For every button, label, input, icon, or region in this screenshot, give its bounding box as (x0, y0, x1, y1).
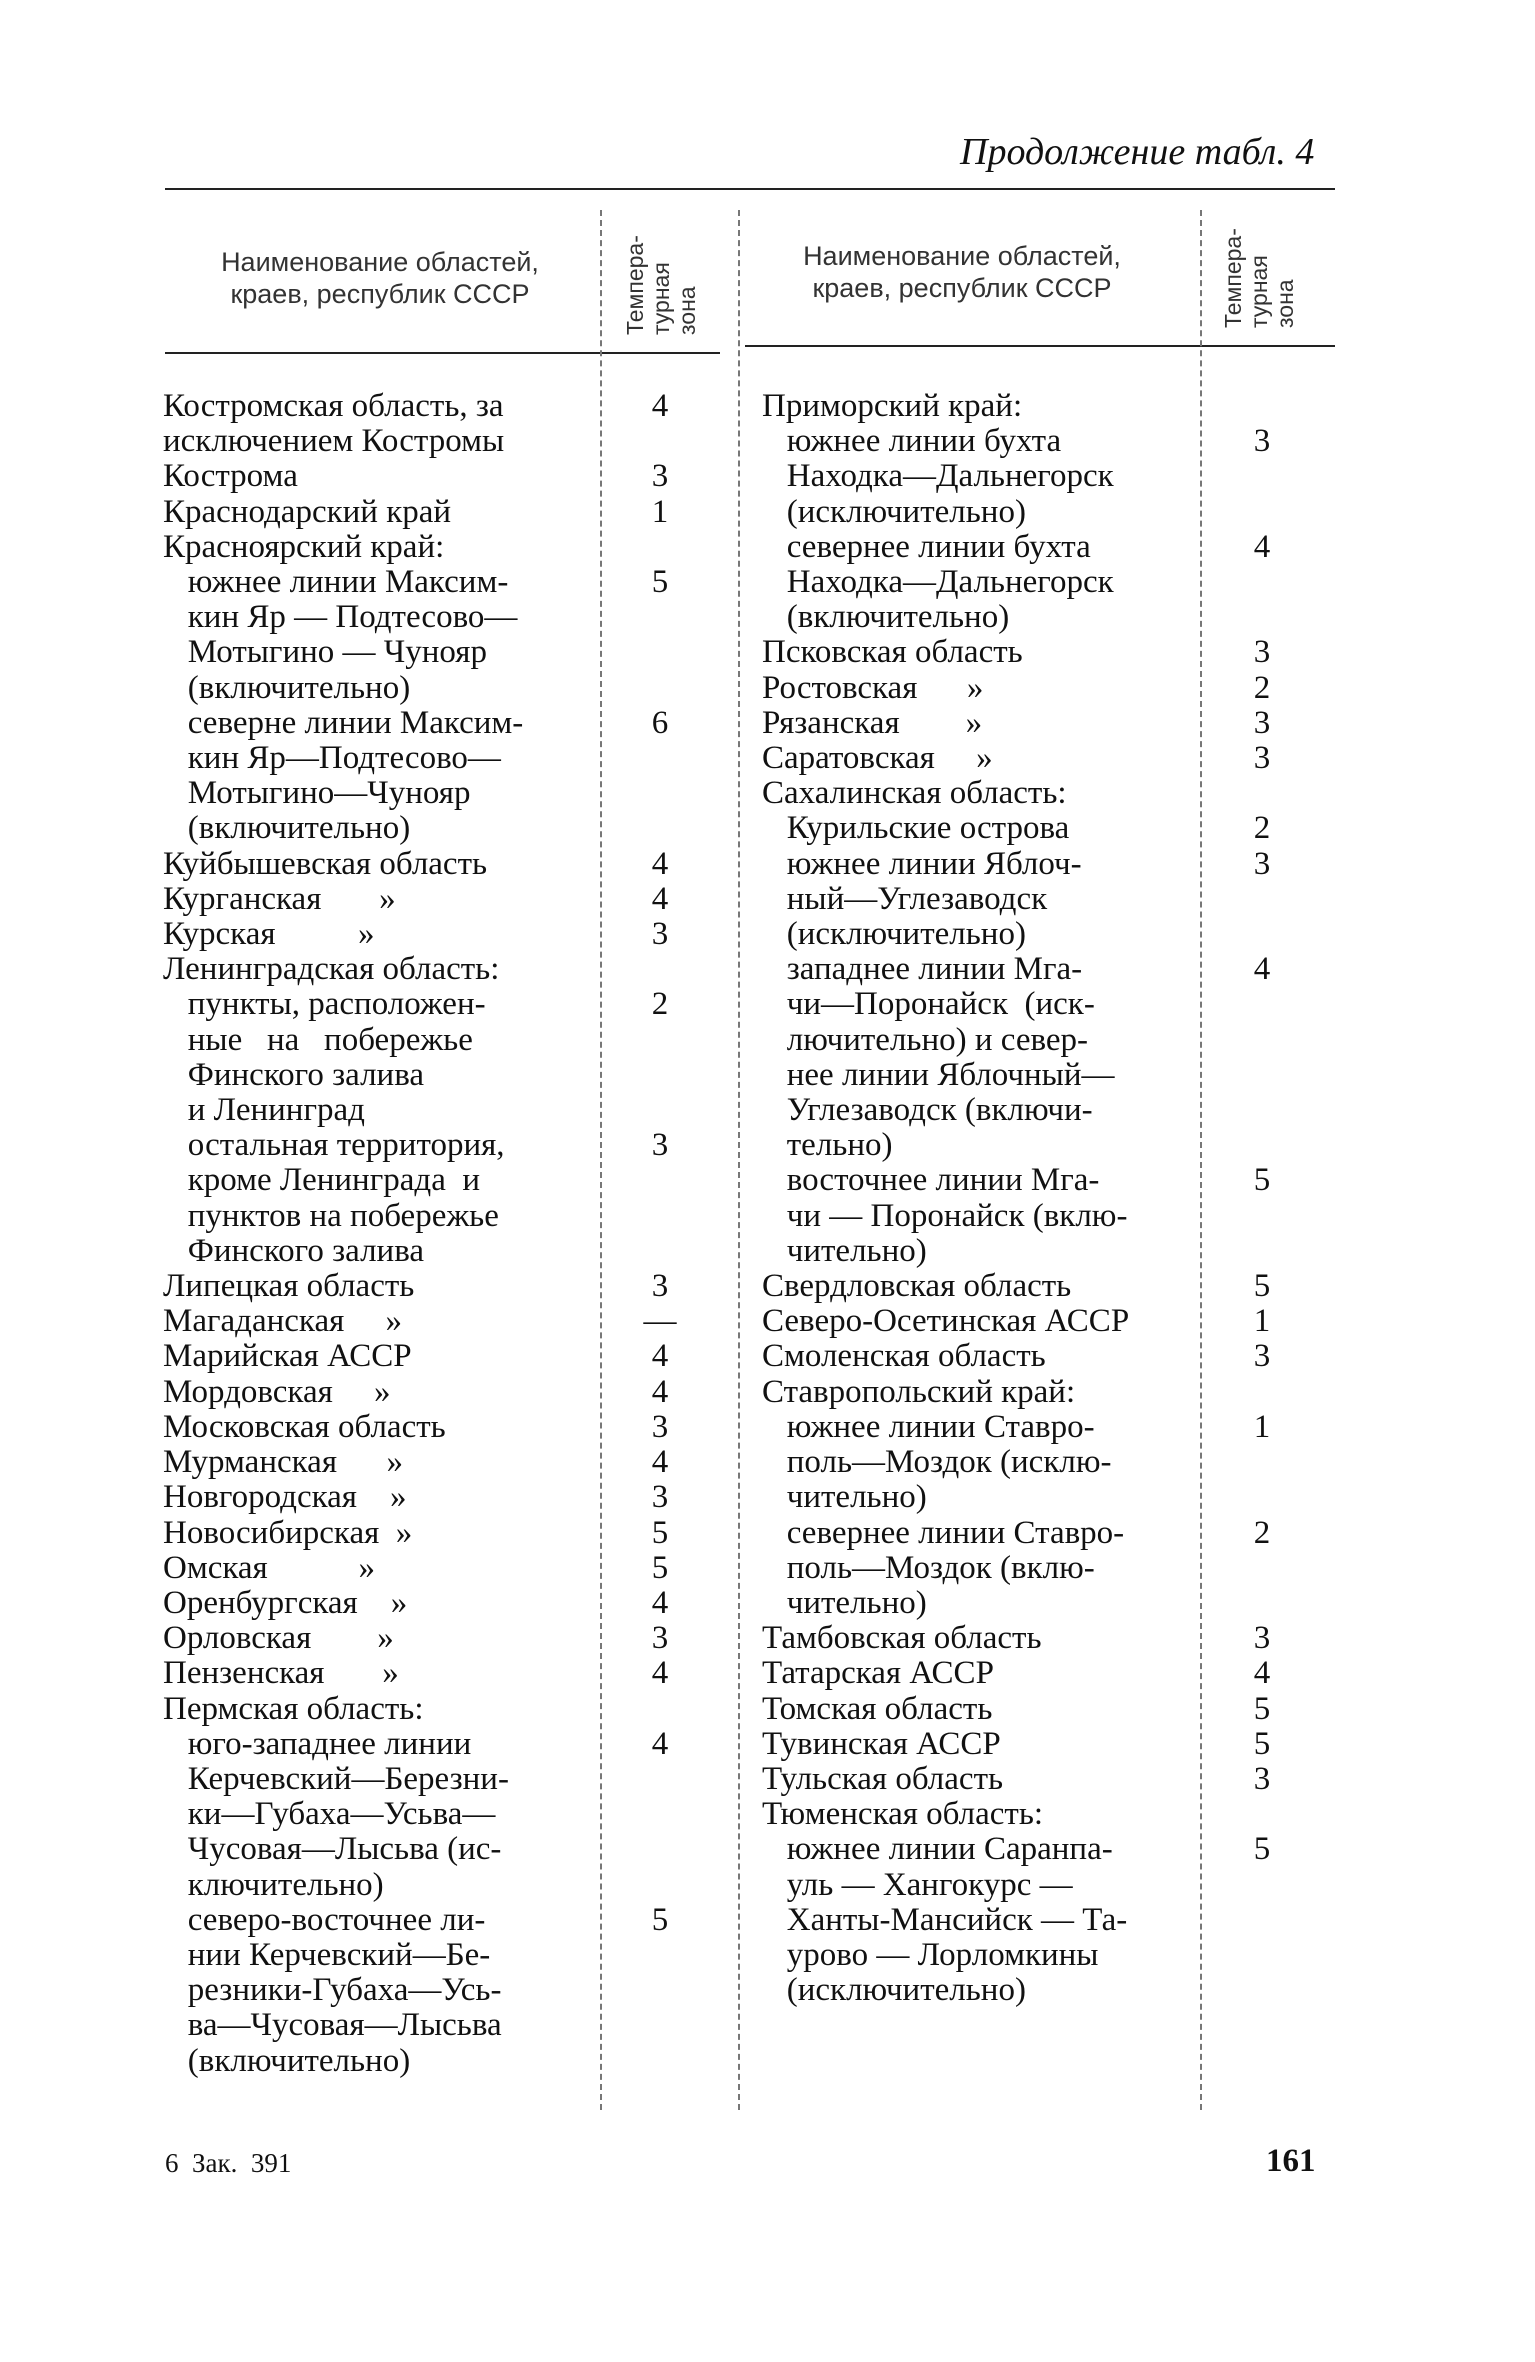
temperature-zone: — (643, 1303, 677, 1340)
temperature-zone: 2 (1253, 810, 1271, 847)
region-name: Томская область (762, 1690, 993, 1727)
region-name: Ростовская » (762, 669, 984, 706)
header-rule-left (165, 352, 720, 354)
temperature-zone: 6 (651, 704, 669, 741)
table-row (163, 1516, 743, 1551)
temperature-zone: 3 (1253, 634, 1271, 671)
region-name: Ленинградская область: (163, 951, 500, 988)
temperature-zone: 3 (1253, 1620, 1271, 1657)
temperature-zone: 4 (1253, 951, 1271, 988)
temperature-zone: 5 (1253, 1162, 1271, 1199)
temperature-zone: 3 (651, 1268, 669, 1305)
region-name: Курская » (163, 916, 375, 953)
right-column (762, 389, 1342, 2008)
table-row (762, 1621, 1342, 1656)
region-name: Курильские острова (762, 810, 1070, 847)
region-name: северо-восточнее ли- нии Керчевский—Бе- резники-Губаха—Усь- ва—Чусовая—Лысьва (включительно) (187, 1901, 502, 2079)
region-name: остальная территория, кроме Ленинграда и пунктов на побережье Финского залива (187, 1127, 505, 1269)
temperature-zone: 5 (651, 564, 669, 601)
table-row (762, 1339, 1342, 1374)
table-row (762, 389, 1342, 424)
temperature-zone: 5 (651, 1901, 669, 1938)
table-row (762, 1656, 1342, 1691)
region-name: Краснодарский край (163, 493, 452, 530)
region-name: Курганская » (163, 880, 396, 917)
region-name: Орловская » (163, 1620, 394, 1657)
table-row (163, 1304, 743, 1339)
region-name: Мордовская » (163, 1373, 391, 1410)
table-row (762, 1410, 1342, 1516)
table-row (762, 1727, 1342, 1762)
region-name: Свердловская область (762, 1268, 1072, 1305)
temperature-zone: 3 (1253, 423, 1271, 460)
table-row (163, 1586, 743, 1621)
region-name: Пензенская » (163, 1655, 399, 1692)
right-header-zone: Темпера- турная зона (1220, 228, 1298, 328)
region-name: южнее линии Ставро- поль—Моздок (исклю- чительно) (786, 1408, 1112, 1516)
temperature-zone: 4 (651, 1373, 669, 1410)
temperature-zone: 5 (651, 1514, 669, 1551)
region-name: южнее линии Саранпа- уль — Хангокурс — Ханты-Мансийск — Та- урово — Лорломкины (исключительно) (786, 1831, 1128, 2009)
table-row (762, 1692, 1342, 1727)
region-name: Смоленская область (762, 1338, 1046, 1375)
table-row (762, 530, 1342, 636)
region-name: Рязанская » (762, 704, 983, 741)
table-row (762, 741, 1342, 776)
temperature-zone: 3 (651, 458, 669, 495)
temperature-zone: 2 (1253, 1514, 1271, 1551)
region-name: Красноярский край: (163, 528, 445, 565)
region-name: Новосибирская » (163, 1514, 413, 1551)
region-name: Новгородская » (163, 1479, 407, 1516)
region-name: Мурманская » (163, 1444, 403, 1481)
region-name: Татарская АССР (762, 1655, 994, 1692)
table-row (762, 1163, 1342, 1269)
right-header-name: Наименование областей, краев, республик СССР (803, 241, 1121, 303)
page-number: 161 (1266, 2143, 1316, 2179)
table-row (762, 847, 1342, 953)
top-rule (165, 188, 1335, 190)
temperature-zone: 4 (1253, 1655, 1271, 1692)
temperature-zone: 5 (1253, 1831, 1271, 1868)
table-row (163, 1692, 743, 1727)
temperature-zone: 3 (1253, 1338, 1271, 1375)
region-name: южнее линии Максим- кин Яр — Подтесово— Мотыгино — Чунояр (включительно) (187, 564, 518, 706)
table-row (163, 565, 743, 706)
table-row (762, 1375, 1342, 1410)
table-row (762, 1762, 1342, 1797)
table-row (163, 1480, 743, 1515)
header-rule-right (745, 345, 1335, 347)
region-name: Куйбышевская область (163, 845, 488, 882)
table-caption: Продолжение табл. 4 (960, 131, 1315, 173)
left-column (163, 389, 743, 2079)
table-row (762, 1304, 1342, 1339)
table-row (163, 530, 743, 565)
table-row (163, 1903, 743, 2079)
temperature-zone: 4 (651, 1725, 669, 1762)
table-row (163, 1621, 743, 1656)
temperature-zone: 1 (1253, 1408, 1271, 1445)
region-name: Саратовская » (762, 740, 993, 777)
temperature-zone: 4 (651, 1338, 669, 1375)
region-name: Костромская область, за исключением Костромы (163, 388, 505, 460)
region-name: Ставропольский край: (762, 1373, 1076, 1410)
table-row (762, 424, 1342, 530)
region-name: пункты, расположен- ные на побережье Финского залива и Ленинград (187, 986, 486, 1129)
temperature-zone: 3 (1253, 845, 1271, 882)
table-row (163, 847, 743, 882)
temperature-zone: 3 (651, 1620, 669, 1657)
region-name: Пермская область: (163, 1690, 424, 1727)
table-row (163, 1375, 743, 1410)
temperature-zone: 3 (651, 1408, 669, 1445)
temperature-zone: 2 (651, 986, 669, 1023)
region-name: Северо-Осетинская АССР (762, 1303, 1130, 1340)
region-name: Оренбургская » (163, 1584, 408, 1621)
table-row (762, 635, 1342, 670)
temperature-zone: 4 (651, 1655, 669, 1692)
table-row (163, 952, 743, 987)
temperature-zone: 5 (1253, 1268, 1271, 1305)
temperature-zone: 3 (1253, 740, 1271, 777)
table-row (163, 917, 743, 952)
region-name: юго-западнее линии Керчевский—Березни- ки—Губаха—Усьва— Чусовая—Лысьва (ис- ключительно) (187, 1725, 509, 1903)
temperature-zone: 1 (1253, 1303, 1271, 1340)
left-header-name: Наименование областей, краев, республик СССР (221, 247, 539, 309)
temperature-zone: 3 (1253, 1760, 1271, 1797)
region-name: западнее линии Мга- чи—Поронайск (иск- лючительно) и север- нее линии Яблочный— Углезаводск (включи- тельно) (786, 951, 1115, 1164)
temperature-zone: 2 (1253, 669, 1271, 706)
left-header-zone: Темпера- турная зона (622, 235, 700, 335)
table-row (163, 1339, 743, 1374)
temperature-zone: 3 (651, 1479, 669, 1516)
table-row (163, 389, 743, 459)
temperature-zone: 4 (651, 388, 669, 424)
table-row (163, 459, 743, 494)
table-row (762, 1516, 1342, 1622)
temperature-zone: 4 (651, 1444, 669, 1481)
region-name: Магаданская » (163, 1303, 403, 1340)
table-row (762, 706, 1342, 741)
table-row (163, 1551, 743, 1586)
table-row (163, 1727, 743, 1903)
region-name: севернее линии Ставро- поль—Моздок (вклю- чительно) (786, 1514, 1125, 1621)
temperature-zone: 3 (1253, 704, 1271, 741)
region-name: Псковская область (762, 634, 1023, 671)
footer-order-number: 6 Зак. 391 (165, 2148, 292, 2178)
table-row (163, 987, 743, 1128)
region-name: Тамбовская область (762, 1620, 1042, 1657)
table-row (163, 495, 743, 530)
temperature-zone: 1 (651, 493, 669, 530)
region-name: Приморский край: (762, 388, 1023, 424)
table-row (163, 1445, 743, 1480)
table-row (163, 1269, 743, 1304)
table-row (762, 1797, 1342, 1832)
temperature-zone: 5 (1253, 1690, 1271, 1727)
table-row (762, 1269, 1342, 1304)
table-row (762, 1832, 1342, 2008)
temperature-zone: 5 (651, 1549, 669, 1586)
table-row (163, 1410, 743, 1445)
region-name: Липецкая область (163, 1268, 415, 1305)
region-name: Марийская АССР (163, 1338, 412, 1375)
region-name: Кострома (163, 458, 298, 495)
region-name: восточнее линии Мга- чи — Поронайск (вклю- чительно) (786, 1162, 1128, 1269)
table-row (762, 671, 1342, 706)
region-name: северне линии Максим- кин Яр—Подтесово— Мотыгино—Чунояр (включительно) (187, 704, 524, 847)
region-name: севернее линии бухта Находка—Дальнегорск (включительно) (786, 528, 1114, 636)
table-row (762, 952, 1342, 1163)
table-row (762, 811, 1342, 846)
temperature-zone: 4 (651, 880, 669, 917)
temperature-zone: 5 (1253, 1725, 1271, 1762)
table-row (163, 1128, 743, 1269)
region-name: южнее линии бухта Находка—Дальнегорск (исключительно) (786, 423, 1114, 530)
table-row (163, 882, 743, 917)
region-name: Тульская область (762, 1760, 1004, 1797)
table-row (163, 1656, 743, 1691)
table-row (762, 776, 1342, 811)
region-name: Омская » (163, 1549, 375, 1586)
region-name: Тюменская область: (762, 1796, 1044, 1833)
temperature-zone: 3 (651, 1127, 669, 1164)
region-name: Сахалинская область: (762, 775, 1067, 812)
temperature-zone: 3 (651, 916, 669, 953)
region-name: Тувинская АССР (762, 1725, 1001, 1762)
region-name: Московская область (163, 1408, 446, 1445)
temperature-zone: 4 (1253, 528, 1271, 565)
table-row (163, 706, 743, 847)
temperature-zone: 4 (651, 845, 669, 882)
temperature-zone: 4 (651, 1584, 669, 1621)
region-name: южнее линии Яблоч- ный—Углезаводск (исключительно) (786, 845, 1082, 953)
